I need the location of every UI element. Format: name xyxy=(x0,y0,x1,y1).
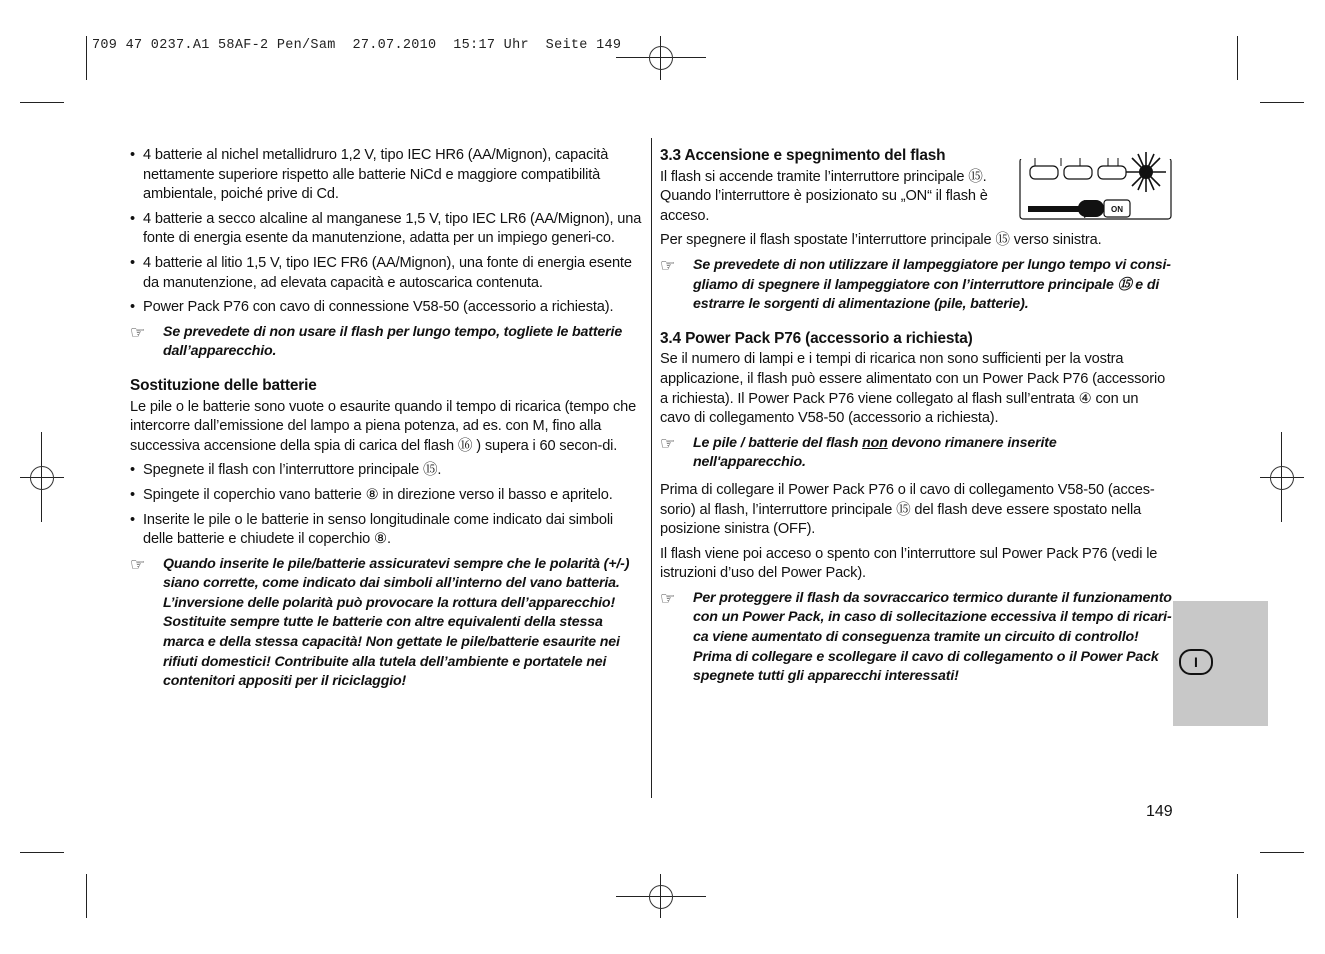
pointing-hand-icon: ☞ xyxy=(130,554,146,574)
crop-mark xyxy=(1237,36,1238,80)
note xyxy=(660,589,1172,687)
flash-burst-icon xyxy=(1126,152,1166,192)
note-text: Se prevedete di non utilizzare il lampeggiatore per lungo tempo vi consi-gliamo di spegnere il lampeggiatore con l’interruttore principale ⑮ e di estrarre le sorgenti di alimentazione (pile, batterie). xyxy=(693,256,1171,313)
paragraph: Il flash viene poi acceso o spento con l’interruttore sul Power Pack P76 (vedi le istruzioni d’uso del Power Pack). xyxy=(660,545,1158,582)
paragraph: Le pile o le batterie sono vuote o esaurite quando il tempo di ricarica (tempo che intercorre dall’emissione del lampo a piena potenza, ad es. con M, fino alla successiva accensione della spia di carica del flash ⑯ ) supera i 60 secon-di. xyxy=(130,398,637,454)
pointing-hand-icon: ☞ xyxy=(660,588,676,608)
note-text: Per proteggere il flash da sovraccarico termico durante il funzionamento con un Power Pack, in caso di sollecitazione eccessiva il tempo di ricari-ca viene aumentato di conseguenza tramite un circuito di controllo! Prima di collegare e scollegare il cavo di collegamento o il Power Pack spegnete tutti gli apparecchi interessati! xyxy=(693,589,1172,685)
pointing-hand-icon: ☞ xyxy=(660,433,676,453)
note xyxy=(660,434,1172,473)
paragraph: Per spegnere il flash spostate l’interruttore principale ⑮ verso sinistra. xyxy=(660,232,1102,249)
crop-mark xyxy=(86,874,87,918)
list-item: • 4 batterie a secco alcaline al manganese 1,5 V, tipo IEC LR6 (AA/Mignon), una fonte di energia esente da manutenzione, adatta per un impiego generi-co. xyxy=(130,210,642,249)
section-heading: Sostituzione delle batterie xyxy=(130,376,317,394)
note xyxy=(130,555,642,692)
paragraph: Il flash si accende tramite l’interruttore principale ⑮. Quando l’interruttore è posizionato su „ON“ il flash è acceso. xyxy=(660,168,988,224)
flash-switch-illustration xyxy=(1018,150,1174,222)
on-label: ON xyxy=(1111,205,1123,214)
paragraph: Se il numero di lampi e i tempi di ricarica non sono sufficienti per la vostra applicazione, il flash può essere alimentato con un Power Pack P76 (accessorio a richiesta). Il Power Pack P76 viene collegato al flash sull’entrata ④ con un cavo di collegamento V58-50 (accessorio a richiesta). xyxy=(660,351,1166,427)
note-text: Le pile / batterie del flash non devono rimanere inserite nell'apparecchio. xyxy=(693,434,1057,471)
crop-mark xyxy=(86,36,87,80)
pointing-hand-icon: ☞ xyxy=(660,255,676,275)
language-badge: I xyxy=(1179,649,1213,675)
note-text: Quando inserite le pile/batterie assicuratevi sempre che le polarità (+/-) siano corrette, come indicato dai simboli all’interno del vano batteria. L’inversione delle polarità può provocare la rottura dell’apparecchio! Sostituite sempre tutte le batterie con altre equivalenti della stessa marca e della stessa capacità! Non gettate le pile/batterie esaurite nei rifiuti domestici! Contribuite alla tutela dell’ambiente e portatele nei contenitori appositi per il riciclaggio! xyxy=(163,555,630,690)
list-item: • 4 batterie al litio 1,5 V, tipo IEC FR6 (AA/Mignon), una fonte di energia esente da manutenzione, ad elevata capacità e autoscarica contenuta. xyxy=(130,254,642,293)
column-divider xyxy=(651,138,652,798)
left-column xyxy=(130,146,642,700)
list-item: • Power Pack P76 con cavo di connessione V58-50 (accessorio a richiesta). xyxy=(130,298,642,318)
note-text: Se prevedete di non usare il flash per lungo tempo, togliete le batterie dall’apparecchio. xyxy=(163,323,623,360)
crop-mark xyxy=(1237,874,1238,918)
crop-mark xyxy=(20,102,64,103)
pointing-hand-icon: ☞ xyxy=(130,322,146,342)
crop-mark xyxy=(1260,852,1304,853)
page-number: 149 xyxy=(1146,803,1173,820)
print-header: 709 47 0237.A1 58AF-2 Pen/Sam 27.07.2010 15:17 Uhr Seite 149 xyxy=(92,38,622,53)
list-item: • Inserite le pile o le batterie in senso longitudinale come indicato dai simboli delle batterie e chiudete il coperchio ⑧. xyxy=(130,511,642,550)
right-column xyxy=(660,146,1172,695)
crop-mark xyxy=(1260,102,1304,103)
section-heading: 3.4 Power Pack P76 (accessorio a richiesta) xyxy=(660,329,973,347)
crop-mark xyxy=(20,852,64,853)
paragraph: Prima di collegare il Power Pack P76 o il cavo di collegamento V58-50 (acces-sorio) al flash, l’interruttore principale ⑮ del flash deve essere spostato nella posizione sinistra (OFF). xyxy=(660,481,1155,538)
note xyxy=(660,256,1172,315)
list-item: • Spegnete il flash con l’interruttore principale ⑮. xyxy=(130,461,642,481)
section-heading: 3.3 Accensione e spegnimento del flash xyxy=(660,147,946,164)
note xyxy=(130,323,642,362)
list-item: • Spingete il coperchio vano batterie ⑧ in direzione verso il basso e apritelo. xyxy=(130,486,642,506)
list-item: • 4 batterie al nichel metallidruro 1,2 V, tipo IEC HR6 (AA/Mignon), capacità nettamente superiore rispetto alle batterie NiCd e maggiore compatibilità ambientale, poiché prive di Cd. xyxy=(130,146,642,205)
